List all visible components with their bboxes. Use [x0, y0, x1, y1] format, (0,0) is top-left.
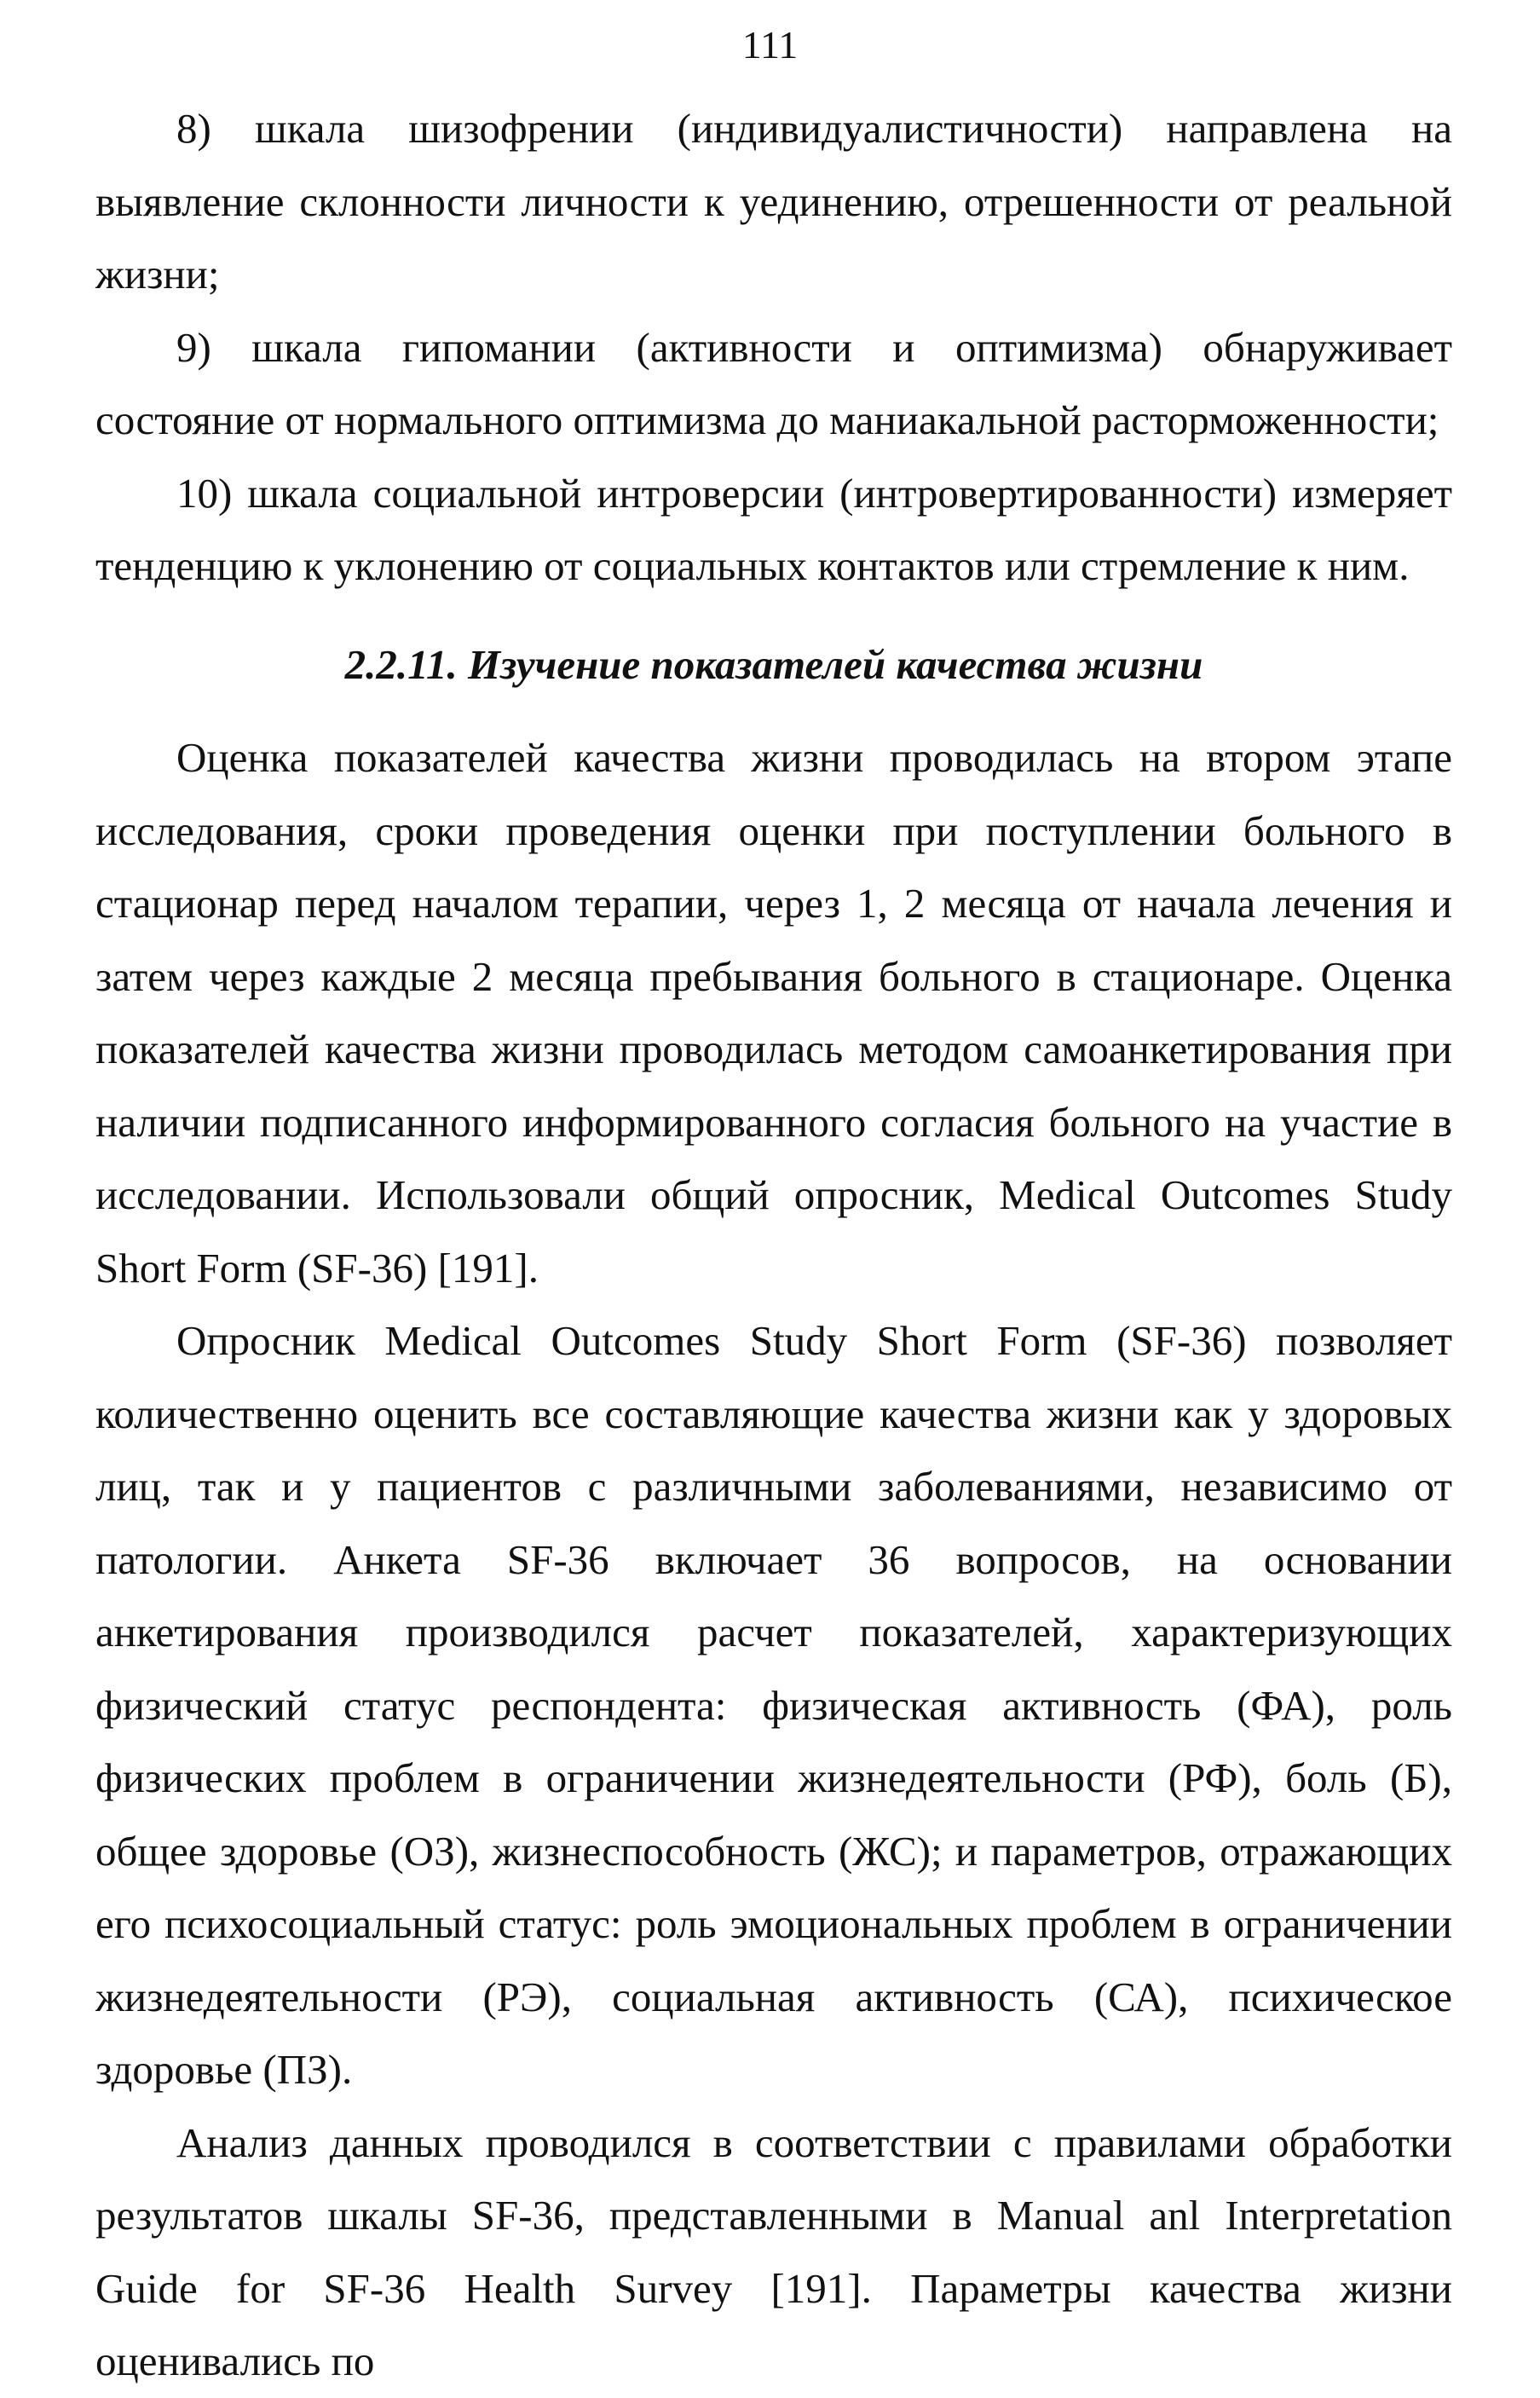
document-body [95, 92, 1452, 2398]
paragraph-sf36-questionnaire: Опросник Medical Outcomes Study Short Form (SF-36) позволяет количественно оценить все составляющие качества жизни как у здоровых лиц, так и у пациентов с различными заболеваниями, независимо от патологии. Анкета SF-36 включает 36 вопросов, на основании анкетирования производился расчет показателей, характеризующих физический статус респондента: физическая активность (ФА), роль физических проблем в ограничении жизнедеятельности (РФ), боль (Б), общее здоровье (ОЗ), жизнеспособность (ЖС); и параметров, отражающих его психосоциальный статус: роль эмоциональных проблем в ограничении жизнедеятельности (РЭ), социальная активность (СА), психическое здоровье (ПЗ). [95, 1317, 1452, 2093]
list-item-schizophrenia-scale: 8) шкала шизофрении (индивидуалистичности) направлена на выявление склонности личности к уединению, отрешенности от реальной жизни; [95, 105, 1452, 298]
list-item-hypomania-scale: 9) шкала гипомании (активности и оптимизма) обнаруживает состояние от нормального оптимизма до маниакальной расторможенности; [95, 323, 1452, 443]
page-number: 111 [741, 23, 799, 66]
list-item-social-introversion-scale: 10) шкала социальной интроверсии (интровертированности) измеряет тенденцию к уклонению от социальных контактов или стремление к ним. [95, 469, 1452, 589]
paragraph-data-analysis: Анализ данных проводился в соответствии с правилами обработки результатов шкалы SF-36, представленными в Manual anl Interpretation Guide for SF-36 Health Survey [191]. Параметры качества жизни оценивались по [95, 2118, 1452, 2384]
section-heading: 2.2.11. Изучение показателей качества жизни [344, 640, 1203, 688]
paragraph-quality-of-life-assessment: Оценка показателей качества жизни проводилась на втором этапе исследования, сроки проведения оценки при поступлении больного в стационар перед началом терапии, через 1, 2 месяца от начала лечения и затем через каждые 2 месяца пребывания больного в стационаре. Оценка показателей качества жизни проводилась методом самоанкетирования при наличии подписанного информированного согласия больного на участие в исследовании. Использовали общий опросник, Medical Outcomes Study Short Form (SF-36) [191]. [95, 734, 1452, 1291]
